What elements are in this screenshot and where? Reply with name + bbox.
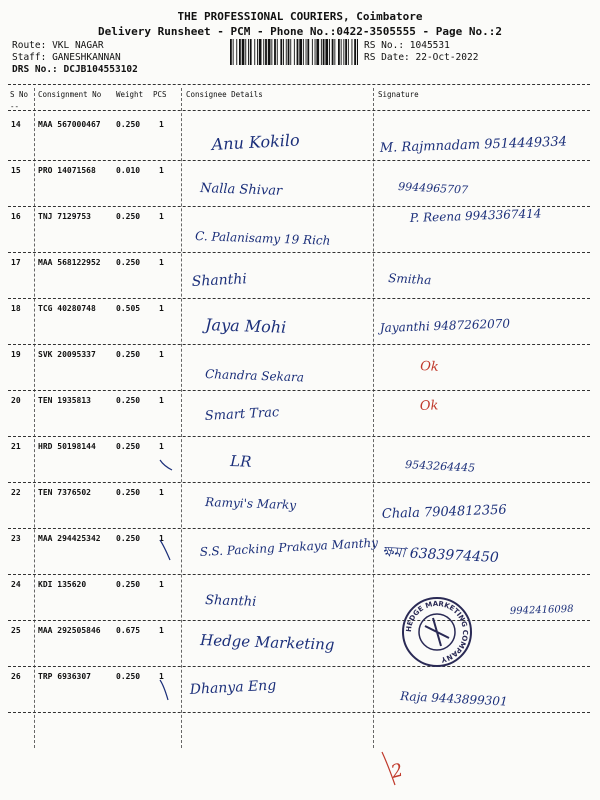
col-header-consignee: Consignee Details	[186, 90, 263, 99]
weight-value: 0.675	[116, 626, 141, 635]
pieces-count: 1	[159, 396, 164, 405]
row-rule	[8, 344, 590, 345]
col-header-pcs: PCS	[153, 90, 167, 99]
serial-number: 16	[11, 212, 21, 221]
pen-stroke	[382, 752, 395, 785]
row-rule	[8, 666, 590, 667]
consignment-number: TCG 40280748	[38, 304, 96, 313]
drs-value: DCJB104553102	[63, 64, 138, 75]
handwritten-signature: 9944965707	[397, 180, 469, 197]
weight-value: 0.250	[116, 672, 141, 681]
weight-value: 0.010	[116, 166, 141, 175]
row-rule	[8, 206, 590, 207]
serial-number: 22	[11, 488, 21, 497]
row-rule	[8, 436, 590, 437]
col-header-weight: Weight	[116, 90, 144, 99]
weight-value: 0.250	[116, 396, 141, 405]
document-title: THE PROFESSIONAL COURIERS, Coimbatore	[177, 10, 423, 23]
row-rule	[8, 528, 590, 529]
handwritten-consignee: Hedge Marketing	[199, 631, 335, 654]
serial-number: 25	[11, 626, 21, 635]
pieces-count: 1	[159, 672, 164, 681]
weight-value: 0.250	[116, 212, 141, 221]
handwritten-consignee: Jaya Mohi	[204, 315, 287, 337]
pieces-count: 1	[159, 212, 164, 221]
row-rule	[8, 160, 590, 161]
handwritten-consignee: Anu Kokilo	[211, 130, 301, 154]
route-label: Route:	[12, 40, 47, 51]
handwritten-signature: Smitha	[387, 271, 432, 288]
drs-label: DRS No.:	[12, 64, 58, 75]
weight-value: 0.250	[116, 534, 141, 543]
handwritten-consignee: Shanthi	[191, 271, 248, 290]
stray-dash-mark: --	[10, 102, 20, 111]
handwritten-signature: ক্ষমা 6383974450	[381, 544, 500, 567]
handwritten-consignee: Smart Trac	[204, 405, 280, 424]
pieces-count: 1	[159, 166, 164, 175]
pieces-count: 1	[159, 304, 164, 313]
rs-date-value: 22-Oct-2022	[415, 52, 479, 63]
consignment-number: SVK 20095337	[38, 350, 96, 359]
serial-number: 26	[11, 672, 21, 681]
pieces-count: 1	[159, 580, 164, 589]
rs-date-line	[364, 52, 478, 63]
row-rule	[8, 298, 590, 299]
col-header-sno: S No	[10, 90, 29, 99]
handwritten-signature: Ok	[419, 398, 439, 414]
handwritten-signature: P. Reena 9943367414	[409, 206, 542, 225]
handwritten-consignee: S.S. Packing Prakaya Manthy	[199, 535, 379, 559]
consignment-number: MAA 568122952	[38, 258, 101, 267]
consignment-number: PRO 14071568	[38, 166, 96, 175]
header-rule-top	[8, 84, 590, 85]
handwritten-signature: 9942416098	[509, 603, 574, 617]
handwritten-page-mark: 2	[388, 759, 406, 783]
serial-number: 24	[11, 580, 21, 589]
consignment-number: KDI 135620	[38, 580, 87, 589]
handwritten-consignee: C. Palanisamy 19 Rich	[194, 229, 331, 248]
rs-date-label: RS Date:	[364, 52, 410, 63]
rs-no-line	[364, 40, 450, 51]
consignment-number: TNJ 7129753	[38, 212, 91, 221]
rs-no-label: RS No.:	[364, 40, 405, 51]
handwritten-signature: Ok	[419, 359, 440, 375]
serial-number: 20	[11, 396, 21, 405]
handwritten-signature: Raja 9443899301	[399, 689, 508, 709]
route-line	[12, 40, 104, 51]
col-header-consignment: Consignment No	[38, 90, 102, 99]
serial-number: 18	[11, 304, 21, 313]
handwritten-signature: Jayanthi 9487262070	[379, 316, 511, 335]
pieces-count: 1	[159, 488, 164, 497]
handwritten-consignee: LR	[229, 452, 252, 471]
serial-number: 17	[11, 258, 21, 267]
weight-value: 0.250	[116, 120, 141, 129]
row-rule	[8, 482, 590, 483]
serial-number: 15	[11, 166, 21, 175]
consignment-number: HRD 50198144	[38, 442, 96, 451]
serial-number: 21	[11, 442, 21, 451]
weight-value: 0.250	[116, 488, 141, 497]
pieces-count: 1	[159, 350, 164, 359]
row-rule	[8, 620, 590, 621]
handwritten-consignee: Chandra Sekara	[204, 367, 305, 385]
row-rule	[8, 712, 590, 713]
weight-value: 0.505	[116, 304, 141, 313]
consignment-number: TRP 6936307	[38, 672, 91, 681]
consignment-number: TEN 7376502	[38, 488, 91, 497]
drs-line	[12, 64, 138, 75]
rs-no-value: 1045531	[409, 40, 450, 51]
document-subtitle: Delivery Runsheet - PCM - Phone No.:0422-3505555 - Page No.:2	[98, 25, 502, 38]
handwritten-consignee: Ramyi's Marky	[204, 495, 297, 513]
serial-number: 14	[11, 120, 21, 129]
staff-line	[12, 52, 121, 63]
serial-number: 19	[11, 350, 21, 359]
handwritten-consignee: Dhanya Eng	[189, 677, 277, 698]
staff-value: GANESHKANNAN	[52, 52, 121, 63]
pieces-count: 1	[159, 258, 164, 267]
row-rule	[8, 252, 590, 253]
barcode	[230, 39, 358, 65]
handwritten-signature: M. Rajmnadam 9514449334	[379, 134, 568, 156]
staff-label: Staff:	[12, 52, 47, 63]
row-rule	[8, 574, 590, 575]
handwritten-consignee: Nalla Shivar	[199, 181, 283, 199]
svg-text:HEDGE MARKETING COMPANY: HEDGE MARKETING COMPANY	[404, 599, 470, 664]
handwritten-consignee: Shanthi	[204, 593, 257, 610]
weight-value: 0.250	[116, 258, 141, 267]
row-rule	[8, 390, 590, 391]
pieces-count: 1	[159, 534, 164, 543]
pieces-count: 1	[159, 120, 164, 129]
handwritten-signature: 9543264445	[404, 458, 476, 475]
consignment-number: MAA 567000467	[38, 120, 101, 129]
pieces-count: 1	[159, 442, 164, 451]
weight-value: 0.250	[116, 442, 141, 451]
header-rule-bottom	[8, 110, 590, 111]
weight-value: 0.250	[116, 350, 141, 359]
route-value: VKL NAGAR	[52, 40, 104, 51]
consignment-number: MAA 292505846	[38, 626, 101, 635]
weight-value: 0.250	[116, 580, 141, 589]
handwritten-signature: Chala 7904812356	[381, 502, 507, 522]
col-header-signature: Signature	[378, 90, 419, 99]
consignment-number: TEN 1935813	[38, 396, 91, 405]
consignment-number: MAA 294425342	[38, 534, 101, 543]
serial-number: 23	[11, 534, 21, 543]
pieces-count: 1	[159, 626, 164, 635]
